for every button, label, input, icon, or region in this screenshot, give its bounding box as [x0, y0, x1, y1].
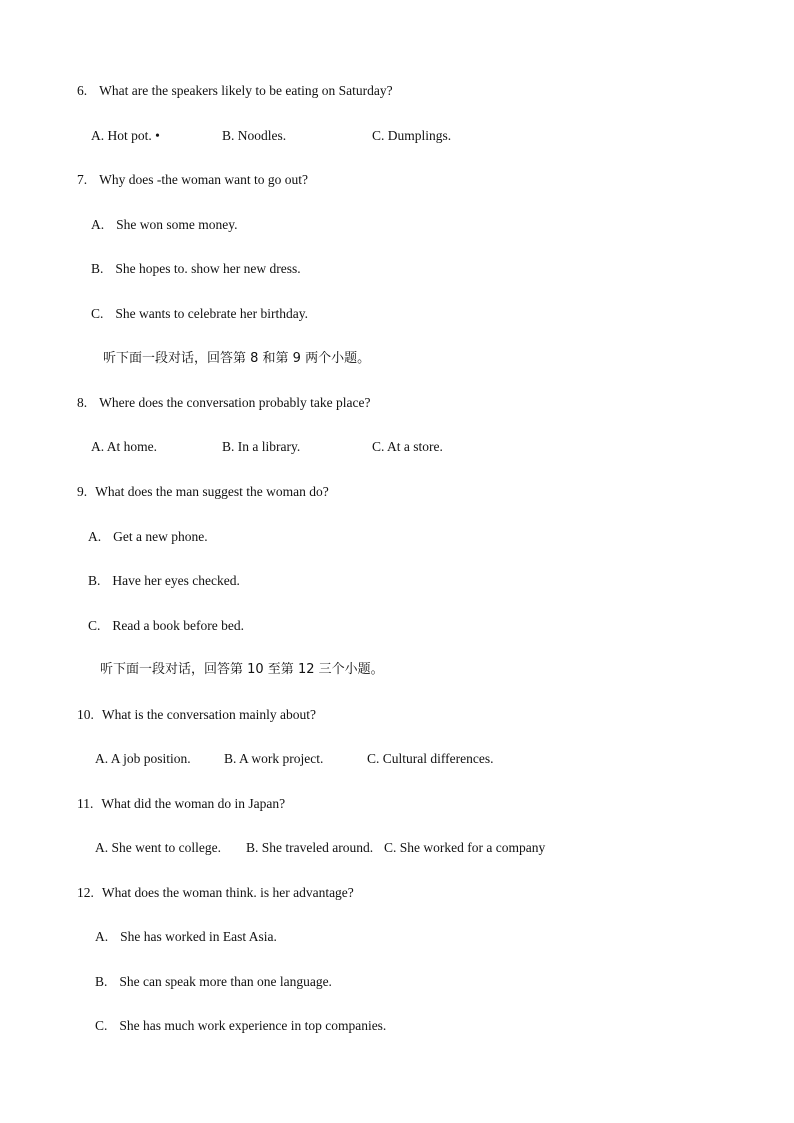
- option-letter: A.: [91, 217, 105, 232]
- q11-option-a: A. She went to college.: [95, 840, 221, 855]
- section-instruction: 听下面一段对话，回答第 10 至第 12 三个小题。: [100, 662, 384, 677]
- option-letter: C.: [88, 618, 101, 633]
- section-instruction: 听下面一段对话，回答第 8 和第 9 两个小题。: [103, 351, 371, 366]
- q8-option-b: B. In a library.: [222, 439, 301, 454]
- q8-option-a: A. At home.: [91, 439, 157, 454]
- question-8: [77, 394, 371, 412]
- q11-option-b: B. She traveled around.: [246, 840, 374, 855]
- question-text: What is the conversation mainly about?: [101, 707, 316, 722]
- question-text: What does the woman think. is her advantage?: [101, 885, 354, 900]
- question-9: [77, 483, 329, 501]
- question-number: 7.: [77, 172, 88, 187]
- option-text: She hopes to. show her new dress.: [115, 261, 301, 276]
- option-text: She won some money.: [116, 217, 238, 232]
- question-11: [77, 795, 285, 813]
- option-letter: A.: [95, 929, 109, 944]
- option-text: She can speak more than one language.: [119, 974, 332, 989]
- option-text: She has worked in East Asia.: [120, 929, 277, 944]
- q12-option-c: [95, 1017, 386, 1035]
- q7-option-a: [91, 216, 238, 234]
- option-letter: B.: [95, 974, 108, 989]
- question-number: 10.: [77, 707, 94, 722]
- question-text: What are the speakers likely to be eating on Saturday?: [99, 83, 393, 98]
- question-text: What does the man suggest the woman do?: [95, 484, 329, 499]
- q12-option-b: [95, 973, 332, 991]
- option-text: Have her eyes checked.: [112, 573, 240, 588]
- q11-option-c: C. She worked for a company: [384, 840, 546, 855]
- q10-option-c: C. Cultural differences.: [367, 751, 494, 766]
- question-number: 8.: [77, 395, 88, 410]
- question-10: [77, 706, 316, 724]
- question-6: [77, 82, 393, 100]
- question-number: 6.: [77, 83, 88, 98]
- q6-option-c: C. Dumplings.: [372, 128, 452, 143]
- option-letter: B.: [88, 573, 101, 588]
- q10-option-a: A. A job position.: [95, 751, 191, 766]
- q9-option-c: [88, 617, 244, 635]
- option-letter: A.: [88, 529, 102, 544]
- question-number: 12.: [77, 885, 94, 900]
- q7-option-c: [91, 305, 308, 323]
- option-text: Get a new phone.: [113, 529, 208, 544]
- q9-option-b: [88, 572, 240, 590]
- q6-option-a: A. Hot pot. •: [91, 128, 160, 143]
- question-12: [77, 884, 354, 902]
- option-letter: C.: [91, 306, 104, 321]
- q7-option-b: [91, 260, 301, 278]
- option-text: She has much work experience in top companies.: [119, 1018, 387, 1033]
- option-text: She wants to celebrate her birthday.: [115, 306, 308, 321]
- question-text: Where does the conversation probably take place?: [99, 395, 371, 410]
- option-letter: C.: [95, 1018, 108, 1033]
- q9-option-a: [88, 528, 208, 546]
- q8-option-c: C. At a store.: [372, 439, 443, 454]
- option-letter: B.: [91, 261, 104, 276]
- question-number: 9.: [77, 484, 88, 499]
- option-text: Read a book before bed.: [112, 618, 244, 633]
- q10-option-b: B. A work project.: [224, 751, 324, 766]
- question-text: What did the woman do in Japan?: [101, 796, 286, 811]
- question-text: Why does -the woman want to go out?: [99, 172, 308, 187]
- q6-option-b: B. Noodles.: [222, 128, 287, 143]
- question-7: [77, 171, 308, 189]
- q12-option-a: [95, 928, 277, 946]
- question-number: 11.: [77, 796, 94, 811]
